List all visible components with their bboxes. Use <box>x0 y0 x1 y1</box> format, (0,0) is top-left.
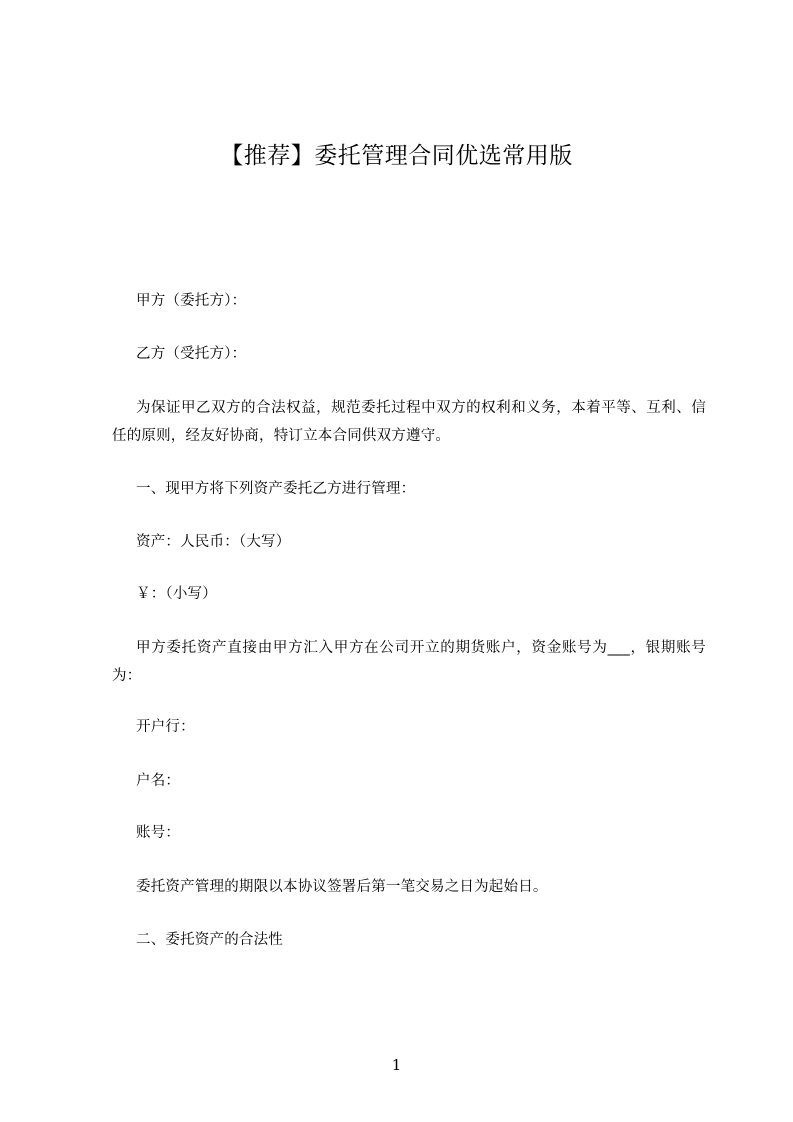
section-1-heading: 一、现甲方将下列资产委托乙方进行管理： <box>136 481 416 497</box>
party-b-line: 乙方（受托方）： <box>136 346 247 362</box>
term-clause-line: 委托资产管理的期限以本协议签署后第一笔交易之日为起始日。 <box>136 879 548 895</box>
bank-line: 开户行： <box>136 719 195 735</box>
account-name-line: 户名： <box>136 773 181 789</box>
transfer-clause-paragraph: 甲方委托资产直接由甲方汇入甲方在公司开立的期货账户，资金账号为___，银期账号为： <box>112 640 706 684</box>
preamble-paragraph: 为保证甲乙双方的合法权益，规范委托过程中双方的权利和义务，本着平等、互利、信任的原则，经友好协商，特订立本合同供双方遵守。 <box>112 400 706 444</box>
asset-uppercase-line: 资产：人民币：（大写） <box>136 534 291 550</box>
party-a-line: 甲方（委托方）： <box>136 293 247 309</box>
section-2-heading: 二、委托资产的合法性 <box>136 932 283 948</box>
asset-lowercase-line: ￥：（小写） <box>136 586 217 602</box>
page-number: 1 <box>391 1056 402 1074</box>
document-title: 【推荐】委托管理合同优选常用版 <box>220 143 573 169</box>
account-number-line: 账号： <box>136 825 181 841</box>
